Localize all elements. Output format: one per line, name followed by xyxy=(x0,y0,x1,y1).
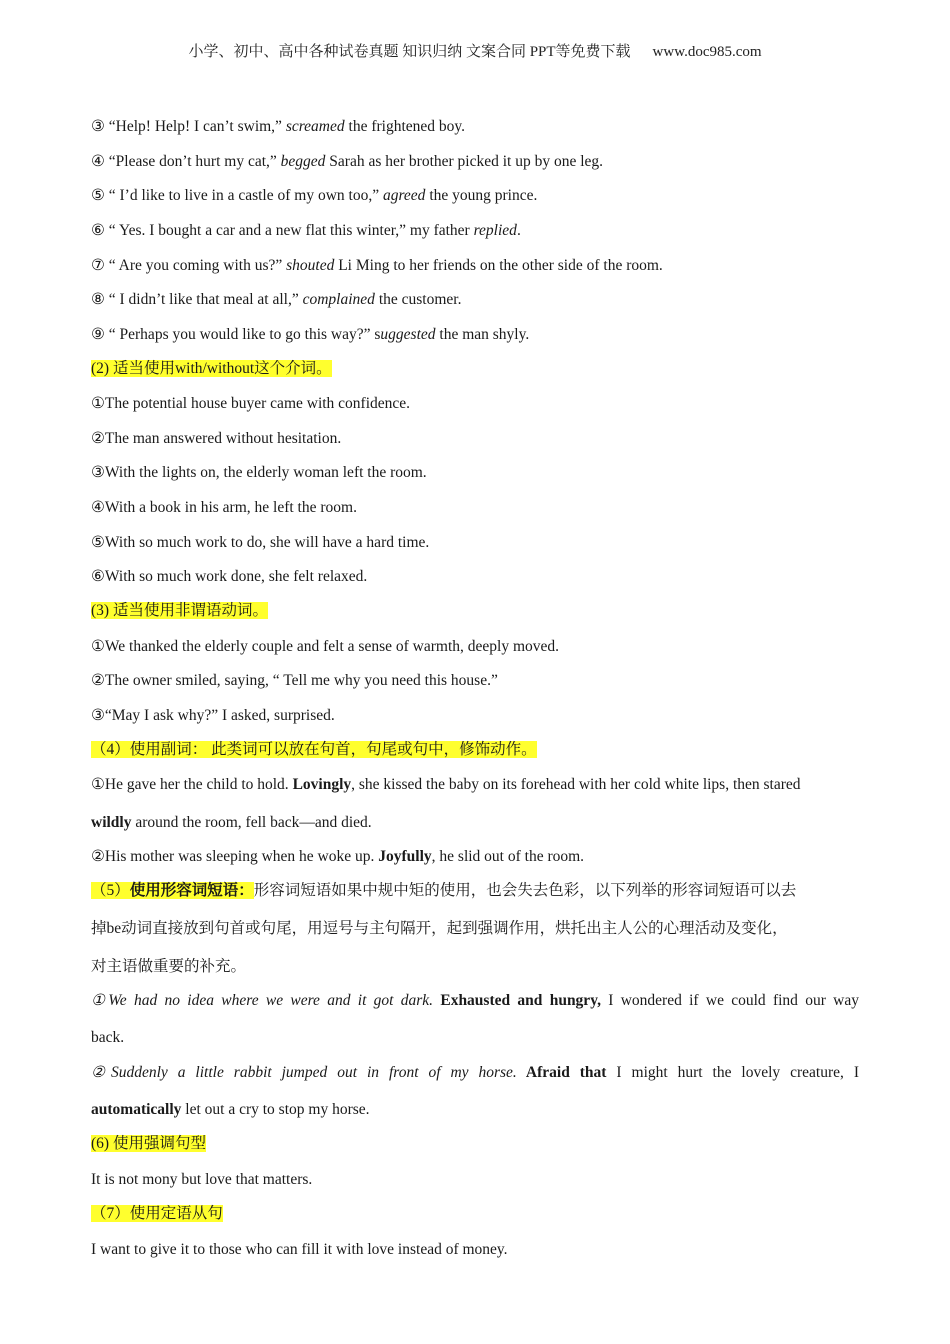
sentence-line: ④ “Please don’t hurt my cat,” begged Sarah as her brother picked it up by one leg. xyxy=(91,153,604,170)
sentence-line: ⑨ “ Perhaps you would like to go this way?” suggested the man shyly. xyxy=(91,326,530,343)
sentence-line: wildly around the room, fell back—and died. xyxy=(91,814,372,831)
sentence-line: ⑥With so much work done, she felt relaxed. xyxy=(91,568,368,585)
section-heading: （4）使用副词： 此类词可以放在句首，句尾或句中，修饰动作。 xyxy=(91,741,537,758)
sentence-line: ⑥ “ Yes. I bought a car and a new flat this winter,” my father replied. xyxy=(91,222,521,239)
sentence-line: ⑤ “ I’d like to live in a castle of my own too,” agreed the young prince. xyxy=(91,187,538,204)
sentence-line: automatically let out a cry to stop my horse. xyxy=(91,1101,370,1118)
sentence-line: ②His mother was sleeping when he woke up. Joyfully, he slid out of the room. xyxy=(91,848,585,865)
section-heading: (3) 适当使用非谓语动词。 xyxy=(91,602,268,619)
section-heading: (6) 使用强调句型 xyxy=(91,1135,206,1152)
sentence-line: It is not mony but love that matters. xyxy=(91,1171,313,1188)
page-header xyxy=(0,40,950,61)
sentence-line: ①We thanked the elderly couple and felt a sense of warmth, deeply moved. xyxy=(91,638,560,655)
sentence-line: I want to give it to those who can fill it with love instead of money. xyxy=(91,1241,508,1258)
sentence-line: ⑦ “ Are you coming with us?” shouted Li Ming to her friends on the other side of the room. xyxy=(91,257,663,274)
sentence-line: ⑤With so much work to do, she will have a hard time. xyxy=(91,534,430,551)
sentence-line: ⑧ “ I didn’t like that meal at all,” complained the customer. xyxy=(91,291,462,308)
section-heading: （7）使用定语从句 xyxy=(91,1205,223,1222)
sentence-line: ④With a book in his arm, he left the room. xyxy=(91,499,357,516)
sentence-line: ①We had no idea where we were and it got dark. Exhausted and hungry, I wondered if we could find our way xyxy=(91,992,859,1009)
sentence-line: ②The owner smiled, saying, “ Tell me why you need this house.” xyxy=(91,672,498,689)
sentence-line: ③“May I ask why?” I asked, surprised. xyxy=(91,707,335,724)
sentence-line: ②Suddenly a little rabbit jumped out in front of my horse. Afraid that I might hurt the lovely creature, I xyxy=(91,1064,860,1081)
section-heading: （5）使用形容词短语：形容词短语如果中规中矩的使用，也会失去色彩，以下列举的形容词短语可以去 xyxy=(91,882,797,899)
sentence-line: ①The potential house buyer came with confidence. xyxy=(91,395,411,412)
sentence-line: ①He gave her the child to hold. Lovingly, she kissed the baby on its forehead with her cold white lips, then stared xyxy=(91,776,801,793)
sentence-line: ③ “Help! Help! I can’t swim,” screamed the frightened boy. xyxy=(91,118,466,135)
header-text: 小学、初中、高中各种试卷真题 知识归纳 文案合同 PPT等免费下载 xyxy=(188,44,631,60)
sentence-line: ②The man answered without hesitation. xyxy=(91,430,342,447)
section-heading: (2) 适当使用with/without这个介词。 xyxy=(91,360,332,377)
header-site: www.doc985.com xyxy=(652,44,762,60)
sentence-line: back. xyxy=(91,1029,125,1046)
paragraph-line: 掉be动词直接放到句首或句尾，用逗号与主句隔开，起到强调作用，烘托出主人公的心理活动及变化， xyxy=(91,920,788,937)
paragraph-line: 对主语做重要的补充。 xyxy=(91,958,247,975)
sentence-line: ③With the lights on, the elderly woman left the room. xyxy=(91,464,427,481)
